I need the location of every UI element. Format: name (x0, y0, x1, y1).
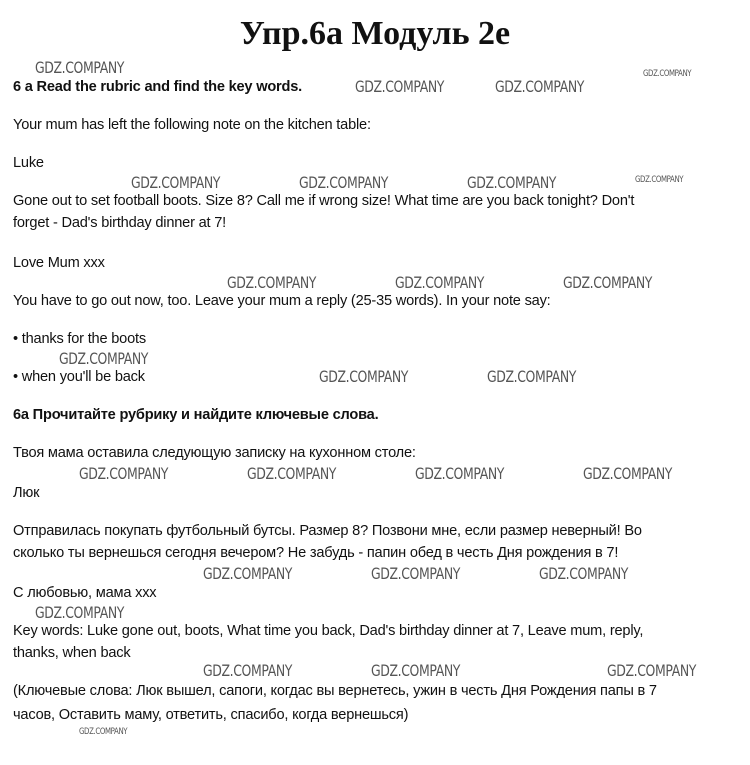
watermark: GDZ.COMPANY (247, 464, 337, 483)
text-line: С любовью, мама xxx (13, 585, 157, 601)
text-line: • when you'll be back (13, 369, 145, 385)
watermark: GDZ.COMPANY (563, 273, 653, 292)
watermark: GDZ.COMPANY (35, 58, 125, 77)
watermark: GDZ.COMPANY (371, 564, 461, 583)
text-line: сколько ты вернешься сегодня вечером? Не забудь - папин обед в честь Дня рождения в 7! (13, 545, 619, 561)
watermark: GDZ.COMPANY (59, 349, 149, 368)
watermark: GDZ.COMPANY (395, 273, 485, 292)
watermark: GDZ.COMPANY (607, 661, 697, 680)
text-line: forget - Dad's birthday dinner at 7! (13, 215, 226, 231)
watermark: GDZ.COMPANY (79, 727, 128, 737)
text-line: • thanks for the boots (13, 331, 146, 347)
watermark: GDZ.COMPANY (371, 661, 461, 680)
watermark: GDZ.COMPANY (35, 603, 125, 622)
watermark: GDZ.COMPANY (487, 367, 577, 386)
watermark: GDZ.COMPANY (79, 464, 169, 483)
text-line: Luke (13, 155, 44, 171)
watermark: GDZ.COMPANY (355, 77, 445, 96)
watermark: GDZ.COMPANY (467, 173, 557, 192)
watermark: GDZ.COMPANY (495, 77, 585, 96)
watermark: GDZ.COMPANY (635, 175, 684, 185)
text-line: Твоя мама оставила следующую записку на кухонном столе: (13, 445, 416, 461)
watermark: GDZ.COMPANY (319, 367, 409, 386)
task-heading: 6a Прочитайте рубрику и найдите ключевые слова. (13, 407, 379, 423)
watermark: GDZ.COMPANY (539, 564, 629, 583)
text-line: thanks, when back (13, 645, 131, 661)
text-line: Gone out to set football boots. Size 8? Call me if wrong size! What time are you back tonight? Don't (13, 193, 635, 209)
watermark: GDZ.COMPANY (131, 173, 221, 192)
text-line: Отправилась покупать футбольный бутсы. Размер 8? Позвони мне, если размер неверный! Во (13, 523, 642, 539)
watermark: GDZ.COMPANY (203, 661, 293, 680)
text-line: Love Mum xxx (13, 255, 105, 271)
page-title: Упр.6а Модуль 2е (239, 15, 511, 52)
watermark: GDZ.COMPANY (643, 69, 692, 79)
watermark: GDZ.COMPANY (415, 464, 505, 483)
text-line: Your mum has left the following note on the kitchen table: (13, 117, 371, 133)
text-line: Key words: Luke gone out, boots, What time you back, Dad's birthday dinner at 7, Leave mum, reply, (13, 623, 644, 639)
watermark: GDZ.COMPANY (203, 564, 293, 583)
text-line: Люк (13, 485, 40, 501)
watermark: GDZ.COMPANY (299, 173, 389, 192)
task-heading: 6 a Read the rubric and find the key words. (13, 79, 303, 95)
watermark: GDZ.COMPANY (583, 464, 673, 483)
watermark: GDZ.COMPANY (227, 273, 317, 292)
text-line: You have to go out now, too. Leave your mum a reply (25-35 words). In your note say: (13, 293, 551, 309)
text-line: часов, Оставить маму, ответить, спасибо, когда вернешься) (13, 707, 409, 723)
text-line: (Ключевые слова: Люк вышел, сапоги, когдас вы вернетесь, ужин в честь Дня Рождения папы в 7 (13, 683, 657, 699)
